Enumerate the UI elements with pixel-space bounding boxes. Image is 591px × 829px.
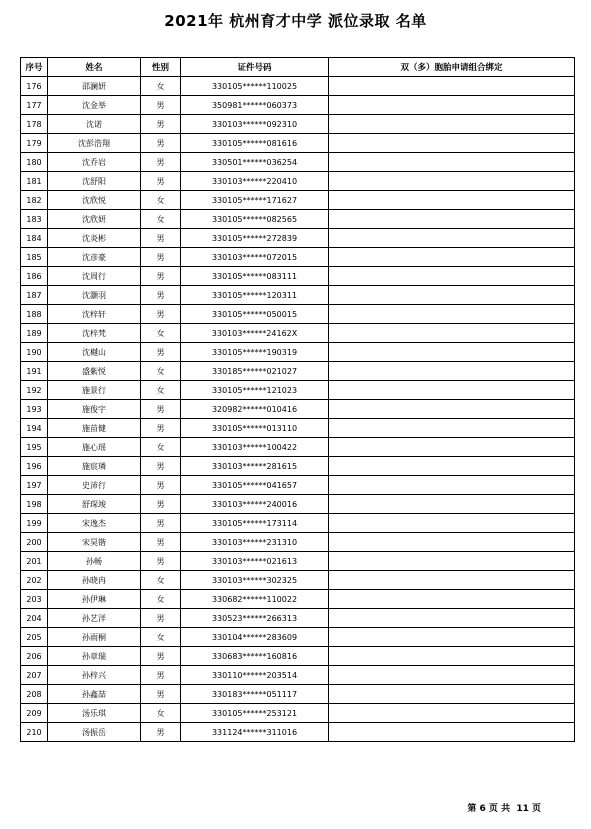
table-row xyxy=(21,590,575,609)
table-row xyxy=(21,324,575,343)
serial-cell: 199 xyxy=(21,514,48,533)
gender-cell: 女 xyxy=(141,438,181,457)
table-row xyxy=(21,248,575,267)
serial-cell: 193 xyxy=(21,400,48,419)
twin-binding-cell xyxy=(329,685,575,704)
twin-binding-cell xyxy=(329,96,575,115)
serial-cell: 204 xyxy=(21,609,48,628)
id-number-cell: 330105******171627 xyxy=(181,191,329,210)
id-number-cell: 330103******100422 xyxy=(181,438,329,457)
gender-cell: 男 xyxy=(141,229,181,248)
serial-cell: 180 xyxy=(21,153,48,172)
name-cell: 施俊宇 xyxy=(48,400,141,419)
serial-cell: 201 xyxy=(21,552,48,571)
id-number-cell: 330103******072015 xyxy=(181,248,329,267)
serial-cell: 198 xyxy=(21,495,48,514)
gender-cell: 男 xyxy=(141,514,181,533)
serial-cell: 184 xyxy=(21,229,48,248)
serial-cell: 186 xyxy=(21,267,48,286)
gender-cell: 男 xyxy=(141,666,181,685)
table-row xyxy=(21,419,575,438)
twin-binding-cell xyxy=(329,552,575,571)
table-row xyxy=(21,172,575,191)
name-cell: 沈梓梵 xyxy=(48,324,141,343)
table-row xyxy=(21,495,575,514)
serial-cell: 210 xyxy=(21,723,48,742)
id-number-cell: 330103******220410 xyxy=(181,172,329,191)
gender-cell: 女 xyxy=(141,324,181,343)
twin-binding-cell xyxy=(329,77,575,96)
table-row xyxy=(21,533,575,552)
id-number-cell: 330105******081616 xyxy=(181,134,329,153)
twin-binding-cell xyxy=(329,476,575,495)
id-number-cell: 330105******121023 xyxy=(181,381,329,400)
gender-cell: 男 xyxy=(141,723,181,742)
table-row xyxy=(21,628,575,647)
name-cell: 沈周行 xyxy=(48,267,141,286)
table-row xyxy=(21,286,575,305)
twin-binding-cell xyxy=(329,267,575,286)
serial-cell: 192 xyxy=(21,381,48,400)
gender-cell: 男 xyxy=(141,286,181,305)
serial-cell: 176 xyxy=(21,77,48,96)
serial-cell: 208 xyxy=(21,685,48,704)
gender-cell: 女 xyxy=(141,571,181,590)
gender-cell: 男 xyxy=(141,343,181,362)
gender-cell: 男 xyxy=(141,419,181,438)
serial-cell: 194 xyxy=(21,419,48,438)
twin-binding-cell xyxy=(329,381,575,400)
name-cell: 施心瑶 xyxy=(48,438,141,457)
column-header-twin-binding: 双（多）胞胎申请组合绑定 xyxy=(329,58,575,77)
twin-binding-cell xyxy=(329,571,575,590)
twin-binding-cell xyxy=(329,457,575,476)
gender-cell: 女 xyxy=(141,628,181,647)
name-cell: 宋昊锴 xyxy=(48,533,141,552)
twin-binding-cell xyxy=(329,590,575,609)
table-row xyxy=(21,571,575,590)
table-row xyxy=(21,96,575,115)
twin-binding-cell xyxy=(329,153,575,172)
twin-binding-cell xyxy=(329,362,575,381)
twin-binding-cell xyxy=(329,305,575,324)
name-cell: 孙章瑞 xyxy=(48,647,141,666)
twin-binding-cell xyxy=(329,210,575,229)
serial-cell: 202 xyxy=(21,571,48,590)
id-number-cell: 330110******203514 xyxy=(181,666,329,685)
id-number-cell: 330523******266313 xyxy=(181,609,329,628)
twin-binding-cell xyxy=(329,438,575,457)
serial-cell: 179 xyxy=(21,134,48,153)
twin-binding-cell xyxy=(329,400,575,419)
id-number-cell: 350981******060373 xyxy=(181,96,329,115)
table-row xyxy=(21,362,575,381)
gender-cell: 女 xyxy=(141,704,181,723)
twin-binding-cell xyxy=(329,495,575,514)
twin-binding-cell xyxy=(329,134,575,153)
name-cell: 沈炎彬 xyxy=(48,229,141,248)
name-cell: 沈彦豪 xyxy=(48,248,141,267)
name-cell: 孙雨桐 xyxy=(48,628,141,647)
name-cell: 沈乔岩 xyxy=(48,153,141,172)
name-cell: 汤乐琪 xyxy=(48,704,141,723)
serial-cell: 191 xyxy=(21,362,48,381)
id-number-cell: 330103******092310 xyxy=(181,115,329,134)
id-number-cell: 330105******253121 xyxy=(181,704,329,723)
name-cell: 沈梓轩 xyxy=(48,305,141,324)
twin-binding-cell xyxy=(329,723,575,742)
serial-cell: 188 xyxy=(21,305,48,324)
table-row xyxy=(21,210,575,229)
id-number-cell: 330105******272839 xyxy=(181,229,329,248)
serial-cell: 206 xyxy=(21,647,48,666)
id-number-cell: 330103******281615 xyxy=(181,457,329,476)
id-number-cell: 330103******302325 xyxy=(181,571,329,590)
name-cell: 孙晓冉 xyxy=(48,571,141,590)
name-cell: 孙艺洋 xyxy=(48,609,141,628)
serial-cell: 190 xyxy=(21,343,48,362)
column-header-serial: 序号 xyxy=(21,58,48,77)
twin-binding-cell xyxy=(329,172,575,191)
id-number-cell: 330105******173114 xyxy=(181,514,329,533)
name-cell: 沈樾山 xyxy=(48,343,141,362)
id-number-cell: 330105******050015 xyxy=(181,305,329,324)
table-row xyxy=(21,609,575,628)
gender-cell: 男 xyxy=(141,476,181,495)
table-row xyxy=(21,438,575,457)
serial-cell: 183 xyxy=(21,210,48,229)
gender-cell: 男 xyxy=(141,153,181,172)
name-cell: 汤振岳 xyxy=(48,723,141,742)
serial-cell: 207 xyxy=(21,666,48,685)
gender-cell: 男 xyxy=(141,609,181,628)
twin-binding-cell xyxy=(329,628,575,647)
table-row xyxy=(21,704,575,723)
twin-binding-cell xyxy=(329,609,575,628)
table-body xyxy=(21,77,575,742)
twin-binding-cell xyxy=(329,324,575,343)
name-cell: 史沛行 xyxy=(48,476,141,495)
gender-cell: 男 xyxy=(141,647,181,666)
admission-table xyxy=(20,57,575,742)
table-row xyxy=(21,685,575,704)
gender-cell: 男 xyxy=(141,685,181,704)
serial-cell: 203 xyxy=(21,590,48,609)
name-cell: 施景行 xyxy=(48,381,141,400)
id-number-cell: 330683******160816 xyxy=(181,647,329,666)
table-row xyxy=(21,381,575,400)
name-cell: 孙伊琳 xyxy=(48,590,141,609)
table-row xyxy=(21,229,575,248)
id-number-cell: 330183******051117 xyxy=(181,685,329,704)
gender-cell: 男 xyxy=(141,267,181,286)
serial-cell: 177 xyxy=(21,96,48,115)
gender-cell: 女 xyxy=(141,590,181,609)
serial-cell: 205 xyxy=(21,628,48,647)
name-cell: 孙畅 xyxy=(48,552,141,571)
twin-binding-cell xyxy=(329,419,575,438)
name-cell: 施宸璘 xyxy=(48,457,141,476)
serial-cell: 200 xyxy=(21,533,48,552)
id-number-cell: 330103******24162X xyxy=(181,324,329,343)
twin-binding-cell xyxy=(329,666,575,685)
gender-cell: 女 xyxy=(141,77,181,96)
table-row xyxy=(21,305,575,324)
serial-cell: 178 xyxy=(21,115,48,134)
id-number-cell: 320982******010416 xyxy=(181,400,329,419)
twin-binding-cell xyxy=(329,514,575,533)
table-row xyxy=(21,552,575,571)
twin-binding-cell xyxy=(329,115,575,134)
column-header-id-number: 证件号码 xyxy=(181,58,329,77)
table-row xyxy=(21,77,575,96)
id-number-cell: 330104******283609 xyxy=(181,628,329,647)
table-row xyxy=(21,191,575,210)
name-cell: 沈金举 xyxy=(48,96,141,115)
name-cell: 盛紫悦 xyxy=(48,362,141,381)
twin-binding-cell xyxy=(329,286,575,305)
gender-cell: 男 xyxy=(141,400,181,419)
serial-cell: 181 xyxy=(21,172,48,191)
gender-cell: 男 xyxy=(141,457,181,476)
table-row xyxy=(21,514,575,533)
serial-cell: 197 xyxy=(21,476,48,495)
table-row xyxy=(21,457,575,476)
serial-cell: 189 xyxy=(21,324,48,343)
name-cell: 舒琛竣 xyxy=(48,495,141,514)
id-number-cell: 330105******110025 xyxy=(181,77,329,96)
twin-binding-cell xyxy=(329,191,575,210)
gender-cell: 女 xyxy=(141,210,181,229)
name-cell: 邵澜妍 xyxy=(48,77,141,96)
name-cell: 沈舒阳 xyxy=(48,172,141,191)
gender-cell: 男 xyxy=(141,495,181,514)
gender-cell: 女 xyxy=(141,381,181,400)
id-number-cell: 330105******120311 xyxy=(181,286,329,305)
table-row xyxy=(21,647,575,666)
id-number-cell: 330105******041657 xyxy=(181,476,329,495)
name-cell: 沈彭浩翔 xyxy=(48,134,141,153)
id-number-cell: 331124******311016 xyxy=(181,723,329,742)
gender-cell: 男 xyxy=(141,115,181,134)
twin-binding-cell xyxy=(329,229,575,248)
serial-cell: 195 xyxy=(21,438,48,457)
serial-cell: 196 xyxy=(21,457,48,476)
twin-binding-cell xyxy=(329,704,575,723)
name-cell: 孙梓兴 xyxy=(48,666,141,685)
gender-cell: 女 xyxy=(141,191,181,210)
id-number-cell: 330103******021613 xyxy=(181,552,329,571)
name-cell: 宋逸杰 xyxy=(48,514,141,533)
serial-cell: 209 xyxy=(21,704,48,723)
column-header-gender: 性别 xyxy=(141,58,181,77)
id-number-cell: 330105******013110 xyxy=(181,419,329,438)
id-number-cell: 330105******083111 xyxy=(181,267,329,286)
table-header-row xyxy=(21,58,575,77)
gender-cell: 男 xyxy=(141,248,181,267)
gender-cell: 男 xyxy=(141,552,181,571)
twin-binding-cell xyxy=(329,343,575,362)
id-number-cell: 330105******082565 xyxy=(181,210,329,229)
gender-cell: 女 xyxy=(141,362,181,381)
id-number-cell: 330103******240016 xyxy=(181,495,329,514)
gender-cell: 男 xyxy=(141,533,181,552)
table-row xyxy=(21,134,575,153)
name-cell: 孙鑫喆 xyxy=(48,685,141,704)
table-row xyxy=(21,153,575,172)
table-row xyxy=(21,115,575,134)
id-number-cell: 330105******190319 xyxy=(181,343,329,362)
serial-cell: 182 xyxy=(21,191,48,210)
name-cell: 沈诺 xyxy=(48,115,141,134)
twin-binding-cell xyxy=(329,647,575,666)
name-cell: 沈欣悦 xyxy=(48,191,141,210)
name-cell: 沈欣妍 xyxy=(48,210,141,229)
gender-cell: 男 xyxy=(141,134,181,153)
gender-cell: 男 xyxy=(141,172,181,191)
id-number-cell: 330682******110022 xyxy=(181,590,329,609)
serial-cell: 187 xyxy=(21,286,48,305)
page-footer: 第 6 页 共 11 页 xyxy=(467,804,541,814)
twin-binding-cell xyxy=(329,248,575,267)
id-number-cell: 330103******231310 xyxy=(181,533,329,552)
serial-cell: 185 xyxy=(21,248,48,267)
name-cell: 沈灏羽 xyxy=(48,286,141,305)
table-row xyxy=(21,723,575,742)
id-number-cell: 330185******021027 xyxy=(181,362,329,381)
gender-cell: 男 xyxy=(141,305,181,324)
table-row xyxy=(21,400,575,419)
table-row xyxy=(21,343,575,362)
column-header-name: 姓名 xyxy=(48,58,141,77)
id-number-cell: 330501******036254 xyxy=(181,153,329,172)
table-row xyxy=(21,476,575,495)
table-row xyxy=(21,267,575,286)
table-row xyxy=(21,666,575,685)
name-cell: 施苗健 xyxy=(48,419,141,438)
page-title: 2021年 杭州育才中学 派位录取 名单 xyxy=(164,12,427,30)
twin-binding-cell xyxy=(329,533,575,552)
gender-cell: 男 xyxy=(141,96,181,115)
